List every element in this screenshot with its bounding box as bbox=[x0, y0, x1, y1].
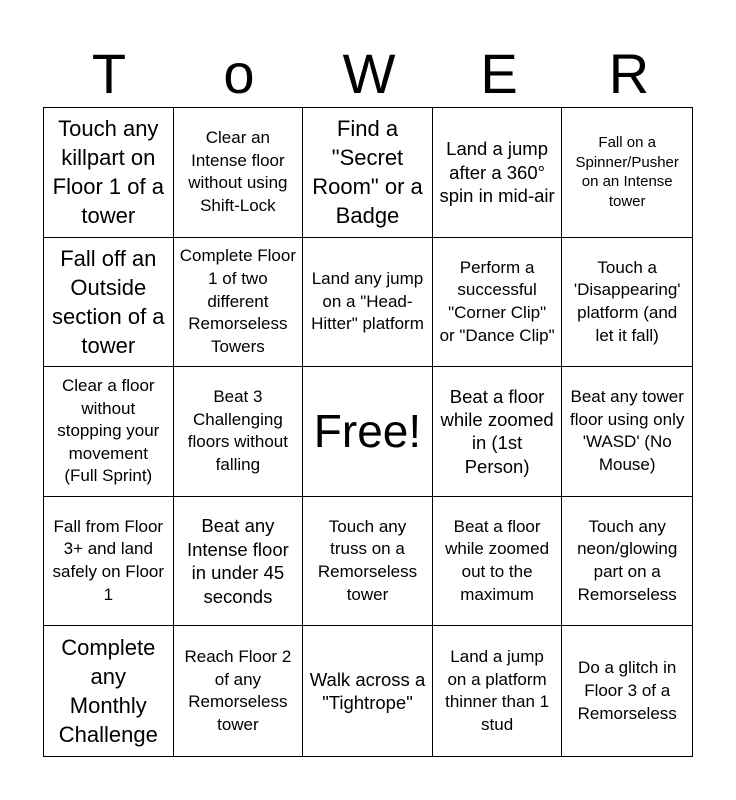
bingo-cell-text: Beat a floor while zoomed in (1st Person) bbox=[440, 385, 554, 477]
bingo-cell-text: Land a jump on a platform thinner than 1 stud bbox=[445, 646, 550, 734]
bingo-title bbox=[44, 40, 694, 108]
bingo-cell[interactable] bbox=[303, 108, 433, 238]
bingo-cell[interactable] bbox=[303, 238, 433, 368]
bingo-cell-text: Fall off an Outside section of a tower bbox=[52, 245, 165, 358]
bingo-cell[interactable] bbox=[174, 497, 304, 627]
bingo-cell-text: Touch a 'Disappearing' platform (and let it fall) bbox=[573, 257, 681, 345]
bingo-cell[interactable] bbox=[303, 626, 433, 756]
bingo-cell[interactable] bbox=[562, 108, 692, 238]
bingo-cell[interactable] bbox=[433, 497, 563, 627]
bingo-cell[interactable] bbox=[433, 108, 563, 238]
bingo-cell[interactable] bbox=[174, 626, 304, 756]
bingo-cell-text: Fall from Floor 3+ and land safely on Floor 1 bbox=[52, 516, 165, 604]
bingo-cell[interactable] bbox=[44, 626, 174, 756]
free-space-text: Free! bbox=[313, 405, 422, 458]
bingo-cell[interactable] bbox=[174, 238, 304, 368]
bingo-cell-text: Perform a successful "Corner Clip" or "Dance Clip" bbox=[439, 257, 555, 345]
title-letter-e: E bbox=[480, 42, 518, 105]
bingo-cell-text: Fall on a Spinner/Pusher on an Intense tower bbox=[575, 134, 679, 210]
title-letter-o: o bbox=[223, 42, 255, 105]
bingo-cell[interactable] bbox=[562, 238, 692, 368]
bingo-cell[interactable] bbox=[562, 626, 692, 756]
bingo-cell[interactable] bbox=[562, 367, 692, 497]
bingo-cell-text: Reach Floor 2 of any Remorseless tower bbox=[184, 646, 292, 734]
bingo-cell[interactable] bbox=[44, 238, 174, 368]
bingo-cell-text: Touch any truss on a Remorseless tower bbox=[317, 516, 418, 604]
bingo-cell-text: Beat any tower floor using only 'WASD' (No Mouse) bbox=[570, 387, 685, 475]
bingo-cell[interactable] bbox=[303, 497, 433, 627]
bingo-cell-text: Clear a floor without stopping your movement (Full Sprint) bbox=[57, 375, 160, 486]
free-space-cell[interactable] bbox=[303, 367, 433, 497]
bingo-cell[interactable] bbox=[44, 367, 174, 497]
bingo-cell-text: Complete any Monthly Challenge bbox=[58, 635, 158, 748]
bingo-cell-text: Beat a floor while zoomed out to the maximum bbox=[445, 516, 550, 604]
title-letter-r: R bbox=[608, 42, 650, 105]
bingo-cell[interactable] bbox=[44, 108, 174, 238]
bingo-cell[interactable] bbox=[174, 367, 304, 497]
bingo-cell-text: Beat 3 Challenging floors without falling bbox=[187, 387, 288, 475]
bingo-cell-text: Find a "Secret Room" or a Badge bbox=[312, 116, 423, 229]
bingo-cell-text: Land any jump on a "Head-Hitter" platform bbox=[311, 268, 424, 334]
bingo-cell-text: Walk across a "Tightrope" bbox=[309, 668, 426, 714]
bingo-cell-text: Do a glitch in Floor 3 of a Remorseless bbox=[577, 658, 677, 723]
bingo-board bbox=[43, 107, 693, 757]
bingo-cell[interactable] bbox=[433, 626, 563, 756]
title-letter-w: W bbox=[342, 42, 396, 105]
bingo-cell-text: Complete Floor 1 of two different Remorseless Towers bbox=[179, 246, 296, 356]
bingo-cell[interactable] bbox=[174, 108, 304, 238]
bingo-cell-text: Clear an Intense floor without using Shift-Lock bbox=[188, 128, 288, 215]
bingo-cell[interactable] bbox=[44, 497, 174, 627]
title-letter-t: T bbox=[91, 42, 127, 105]
bingo-cell[interactable] bbox=[562, 497, 692, 627]
bingo-cell-text: Beat any Intense floor in under 45 seconds bbox=[186, 515, 289, 607]
bingo-cell-text: Touch any killpart on Floor 1 of a tower bbox=[52, 116, 164, 229]
bingo-cell-text: Touch any neon/glowing part on a Remorseless bbox=[577, 516, 678, 604]
bingo-cell-text: Land a jump after a 360° spin in mid-air bbox=[439, 138, 555, 207]
bingo-cell[interactable] bbox=[433, 367, 563, 497]
bingo-cell[interactable] bbox=[433, 238, 563, 368]
